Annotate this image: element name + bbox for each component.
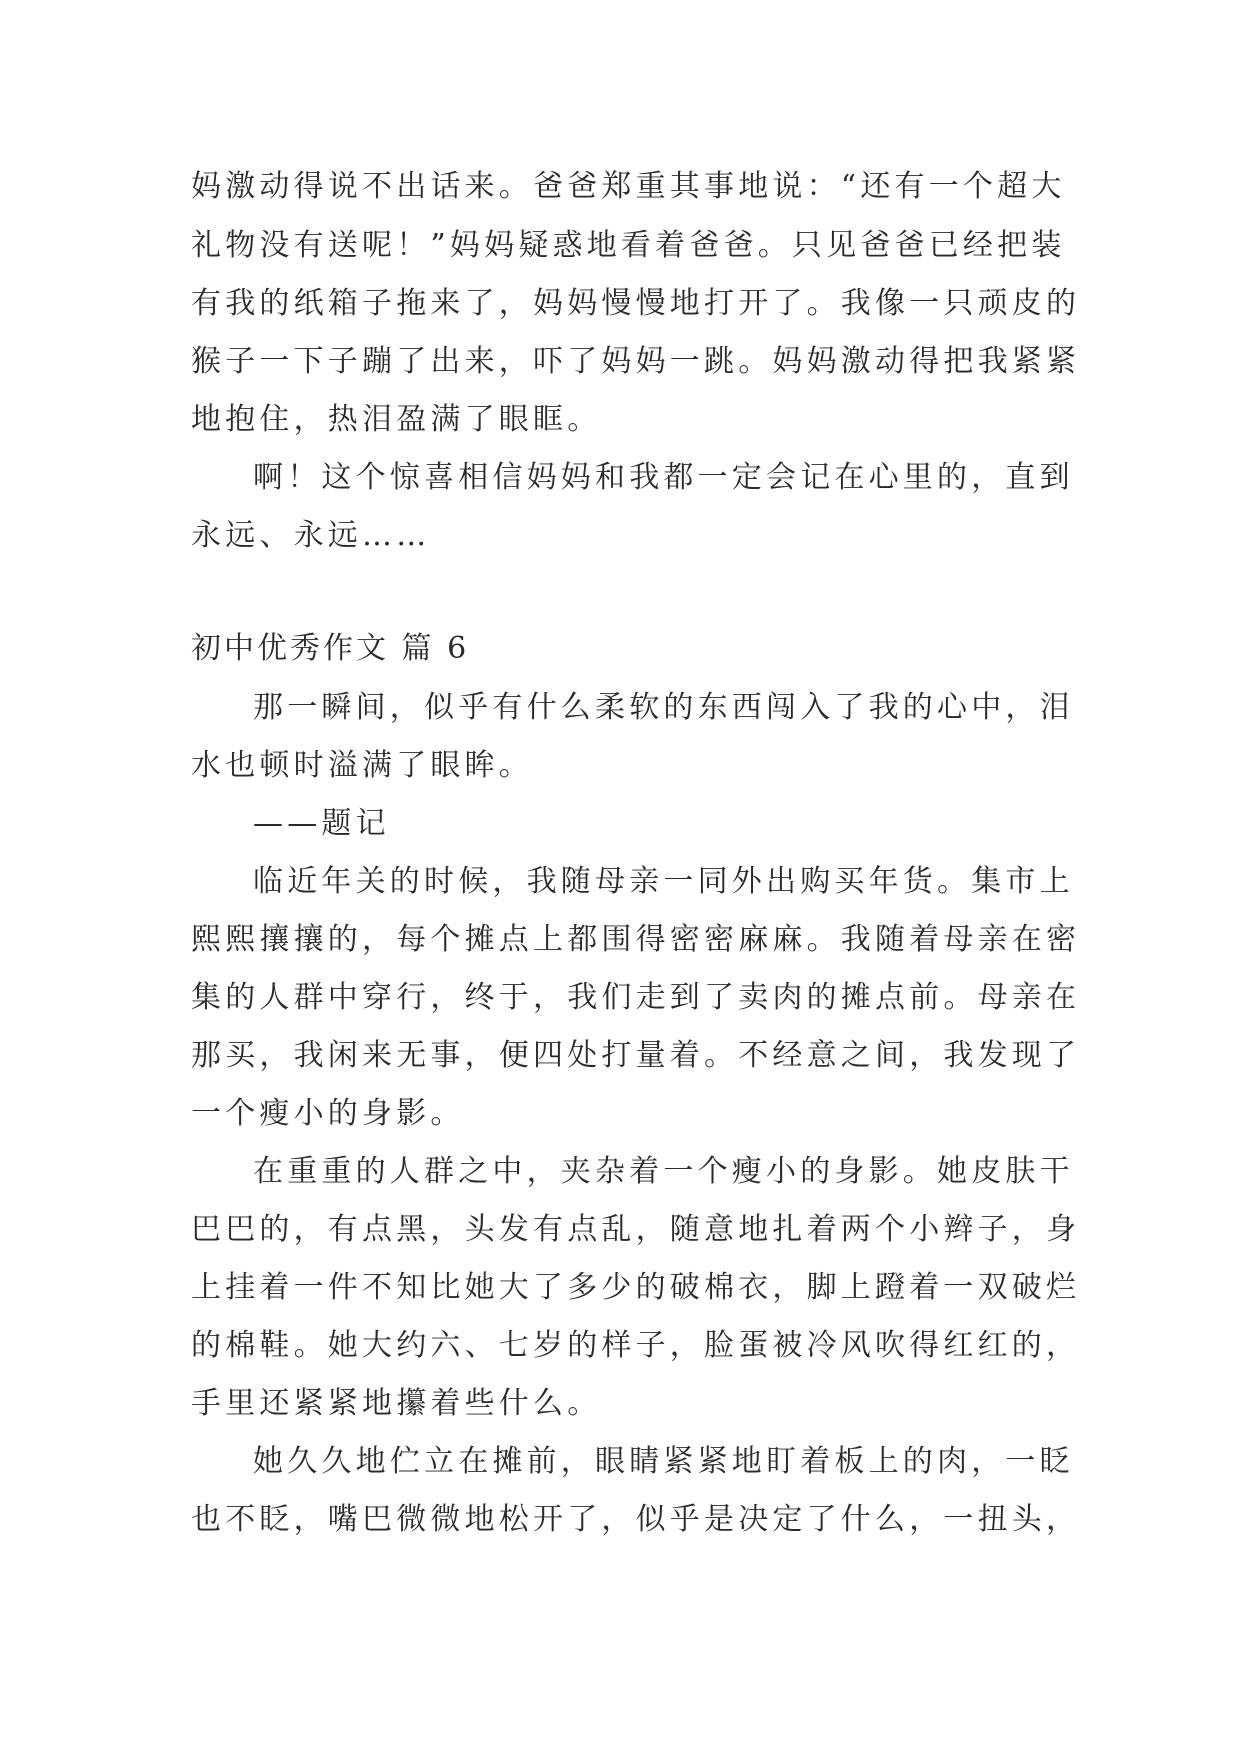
text-line: 在重重的人群之中，夹杂着一个瘦小的身影。她皮肤干 [253, 1154, 1074, 1189]
text-line: 有我的纸箱子拖来了，妈妈慢慢地打开了。我像一只顽皮的 [191, 286, 1081, 321]
text-line: 那买，我闲来无事，便四处打量着。不经意之间，我发现了 [191, 1038, 1081, 1073]
text-line: 猴子一下子蹦了出来，吓了妈妈一跳。妈妈激动得把我紧紧 [191, 344, 1081, 379]
text-line: 临近年关的时候，我随母亲一同外出购买年货。集市上 [253, 864, 1074, 899]
text-line: 礼物没有送呢！”妈妈疑惑地看着爸爸。只见爸爸已经把装 [191, 228, 1066, 263]
text-line: 妈激动得说不出话来。爸爸郑重其事地说：“还有一个超大 [191, 169, 1066, 204]
text-line: 她久久地伫立在摊前，眼睛紧紧地盯着板上的肉，一眨 [253, 1444, 1074, 1479]
text-line: 的棉鞋。她大约六、七岁的样子，脸蛋被冷风吹得红红的， [191, 1328, 1081, 1363]
section-heading: 初中优秀作文 篇 6 [191, 631, 470, 666]
text-line: 也不眨，嘴巴微微地松开了，似乎是决定了什么，一扭头， [191, 1502, 1081, 1537]
text-line: 集的人群中穿行，终于，我们走到了卖肉的摊点前。母亲在 [191, 980, 1081, 1015]
text-line: 上挂着一件不知比她大了多少的破棉衣，脚上蹬着一双破烂 [191, 1270, 1081, 1305]
text-line: 巴巴的，有点黑，头发有点乱，随意地扎着两个小辫子，身 [191, 1212, 1081, 1247]
text-line: 那一瞬间，似乎有什么柔软的东西闯入了我的心中，泪 [253, 690, 1074, 725]
text-line: 永远、永远…… [191, 518, 431, 553]
text-line: 地抱住，热泪盈满了眼眶。 [191, 402, 602, 437]
inscription-line: ——题记 [253, 806, 390, 841]
text-line: 手里还紧紧地攥着些什么。 [191, 1386, 602, 1421]
text-line: 熙熙攘攘的，每个摊点上都围得密密麻麻。我随着母亲在密 [191, 922, 1081, 957]
text-line: 一个瘦小的身影。 [191, 1096, 465, 1131]
text-line: 啊！这个惊喜相信妈妈和我都一定会记在心里的，直到 [253, 460, 1074, 495]
text-line: 水也顿时溢满了眼眸。 [191, 748, 533, 783]
